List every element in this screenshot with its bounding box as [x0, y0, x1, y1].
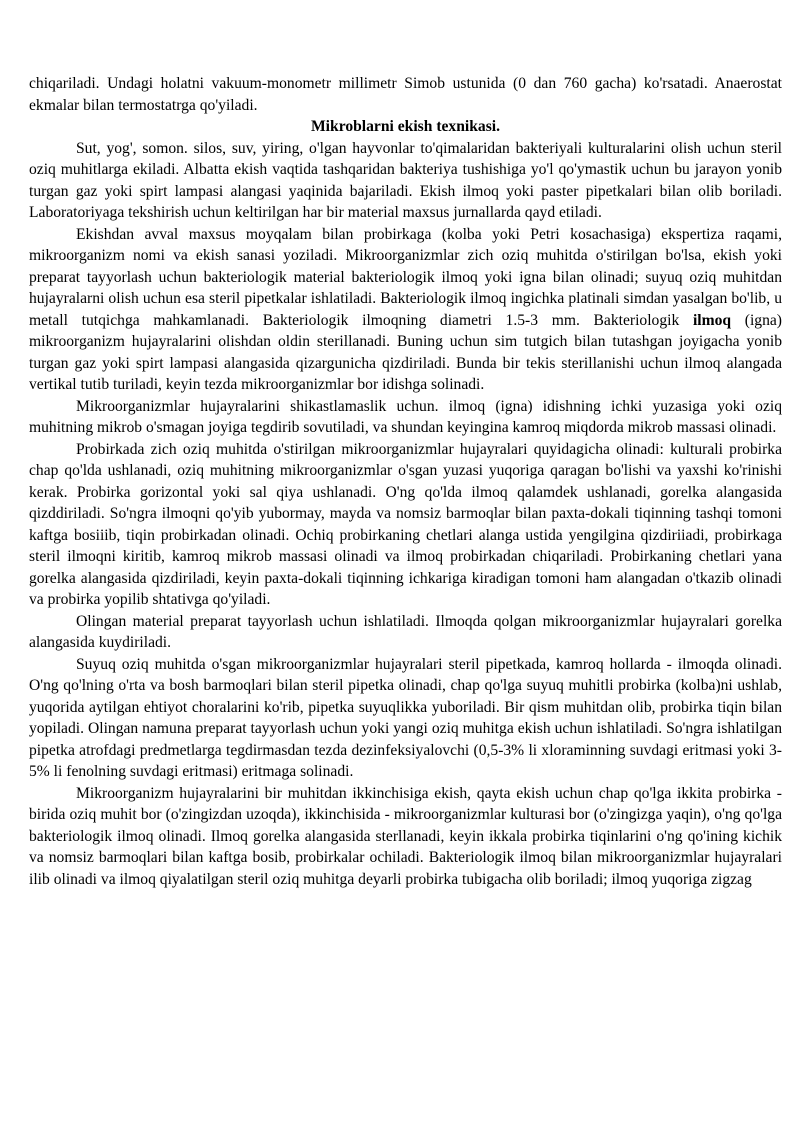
paragraph-6: Suyuq oziq muhitda o'sgan mikroorganizmlar hujayralari steril pipetkada, kamroq hollarda - ilmoqda olinadi. O'ng qo'lning o'rta va bosh barmoqlari bilan steril pipetka olinadi, chap qo'lga suyuq muhitli probirka (kolba)ni ushlab, yuqorida aytilgan ehtiyot choralarini ko'rib, pipetka suyuqlikka yuboriladi. Bir qism muhitdan olib, probirka tiqin bilan yopiladi. Olingan namuna preparat tayyorlash uchun yoki yangi oziq muhitga ekish uchun ishlatiladi. So'ngra ishlatilgan pipetka atrofdagi predmetlarga tegdirmasdan tezda dezinfeksiyalovchi (0,5-3% li xloraminning suvdagi eritmasi yoki 3-5% li fenolning suvdagi eritmasi) eritmaga solinadi.: [29, 655, 782, 780]
paragraph-2-part-a: Ekishdan avval maxsus moyqalam bilan probirkaga (kolba yoki Petri kosachasiga) ekspertiza raqami, mikroorganizm nomi va ekish sanasi yoziladi. Mikroorganizmlar zich oziq muhitda o'stirilgan bo'lsa, ekish yoki preparat tayyorlash uchun bakteriologik material bakteriologik ilmoq yoki igna bilan olinadi; suyuq oziq muhitdan hujayralarni olish uchun esa steril pipetkalar ishlatiladi. Bakteriologik ilmoq ingichka platinali simdan yasalgan bo'lib, u metall tutqichga mahkamlanadi. Bakteriologik ilmoqning diametri 1.5-3 mm. Bakteriologik: [29, 225, 782, 329]
document-page: [29, 73, 782, 890]
paragraph-continuation: chiqariladi. Undagi holatni vakuum-monometr millimetr Simob ustunida (0 dan 760 gacha) ko'rsatadi. Anaerostat ekmalar bilan termostatrga qo'yiladi.: [29, 75, 782, 114]
paragraph-5: Olingan material preparat tayyorlash uchun ishlatiladi. Ilmoqda qolgan mikroorganizmlar hujayralari gorelka alangasida kuydiriladi.: [29, 612, 782, 651]
section-heading: Mikroblarni ekish texnikasi.: [310, 118, 501, 135]
paragraph-4: Probirkada zich oziq muhitda o'stirilgan mikroorganizmlar hujayralari quyidagicha olinadi: kulturali probirka chap qo'lda ushlanadi, oziq muhitning mikroorganizmlar o'sgan yuzasi yuqoriga qaragan bo'lishi va yaxshi ko'rinishi kerak. Probirka gorizontal yoki sal qiya ushlanadi. O'ng qo'lda ilmoq qalamdek ushlanadi, gorelka alangasida qizddiriladi. So'ngra ilmoqni qo'yib yubormay, mayda va nomsiz barmoqlar bilan paxta-dokali tiqinning tashqi tomoni kaftga bosiiib, tiqin probirkadan olinadi. Ochiq probirkaning chetlari alanga ustida yengilgina qizdiriiadi, probirkaga steril ilmoqni kiritib, kamroq mikrob massasi olinadi va ilmoq probirkadan chiqariladi. Probirkaning chetlari yana gorelka alangasida qizdiriladi, keyin paxta-dokali tiqinning ichkariga kiradigan tomoni ham alangadan o'tkazib olinadi va probirka yopilib shtativga qo'yiladi.: [29, 440, 782, 608]
paragraph-7: Mikroorganizm hujayralarini bir muhitdan ikkinchisiga ekish, qayta ekish uchun chap qo'lga ikkita probirka - birida oziq muhit bor (o'zingizdan uzoqda), ikkinchisida - mikroorganizmlar kulturasi bor (o'zingizga yaqin), o'ng qo'lga bakteriologik ilmoq olinadi. Ilmoq gorelka alangasida sterllanadi, keyin ikkala probirka tiqinlarini o'ng qo'ining kichik va nomsiz barmoqlari bilan kaftga bosib, probirkalar ochiladi. Bakteriologik ilmoq bilan mikroorganizmlar hujayralari ilib olinadi va ilmoq qiyalatilgan steril oziq muhitga deyarli probirka tubigacha olib boriladi; ilmoq yuqoriga zigzag: [29, 784, 782, 888]
paragraph-1: Sut, yog', somon. silos, suv, yiring, o'lgan hayvonlar to'qimalaridan bakteriyali kulturalarini olish uchun steril oziq muhitlarga ekiladi. Albatta ekish vaqtida tashqaridan bakteriya tushishiga yo'l qo'ymastik uchun bu jarayon yonib turgan gaz yoki spirt lampasi alangasi yaqinida bajariladi. Ekish ilmoq yoki paster pipetkalari bilan olib boriladi. Laboratoriyaga tekshirish uchun keltirilgan har bir material maxsus jurnallarda qayd etiladi.: [29, 139, 782, 221]
paragraph-3: Mikroorganizmlar hujayralarini shikastlamaslik uchun. ilmoq (igna) idishning ichki yuzasiga yoki oziq muhitning mikrob o'smagan joyiga tegdirib sovutiladi, va shundan keyingina kamroq miqdorda mikrob massasi olinadi.: [29, 397, 782, 436]
paragraph-2-part-b: (igna) mikroorganizm hujayralarini olishdan oldin sterillanadi. Buning uchun sim tutgich bilan tutashgan joyigacha yonib turgan gaz yoki spirt lampasi alangasida qizargunicha qizdiriladi. Bunda bir tekis sterillanishi uchun ilmoq alangada vertikal tutib turiladi, keyin tezda mikroorganizmlar bor idishga solinadi.: [29, 311, 782, 393]
bold-term-ilmoq: ilmoq: [692, 311, 732, 329]
paragraph-2: [29, 224, 782, 396]
